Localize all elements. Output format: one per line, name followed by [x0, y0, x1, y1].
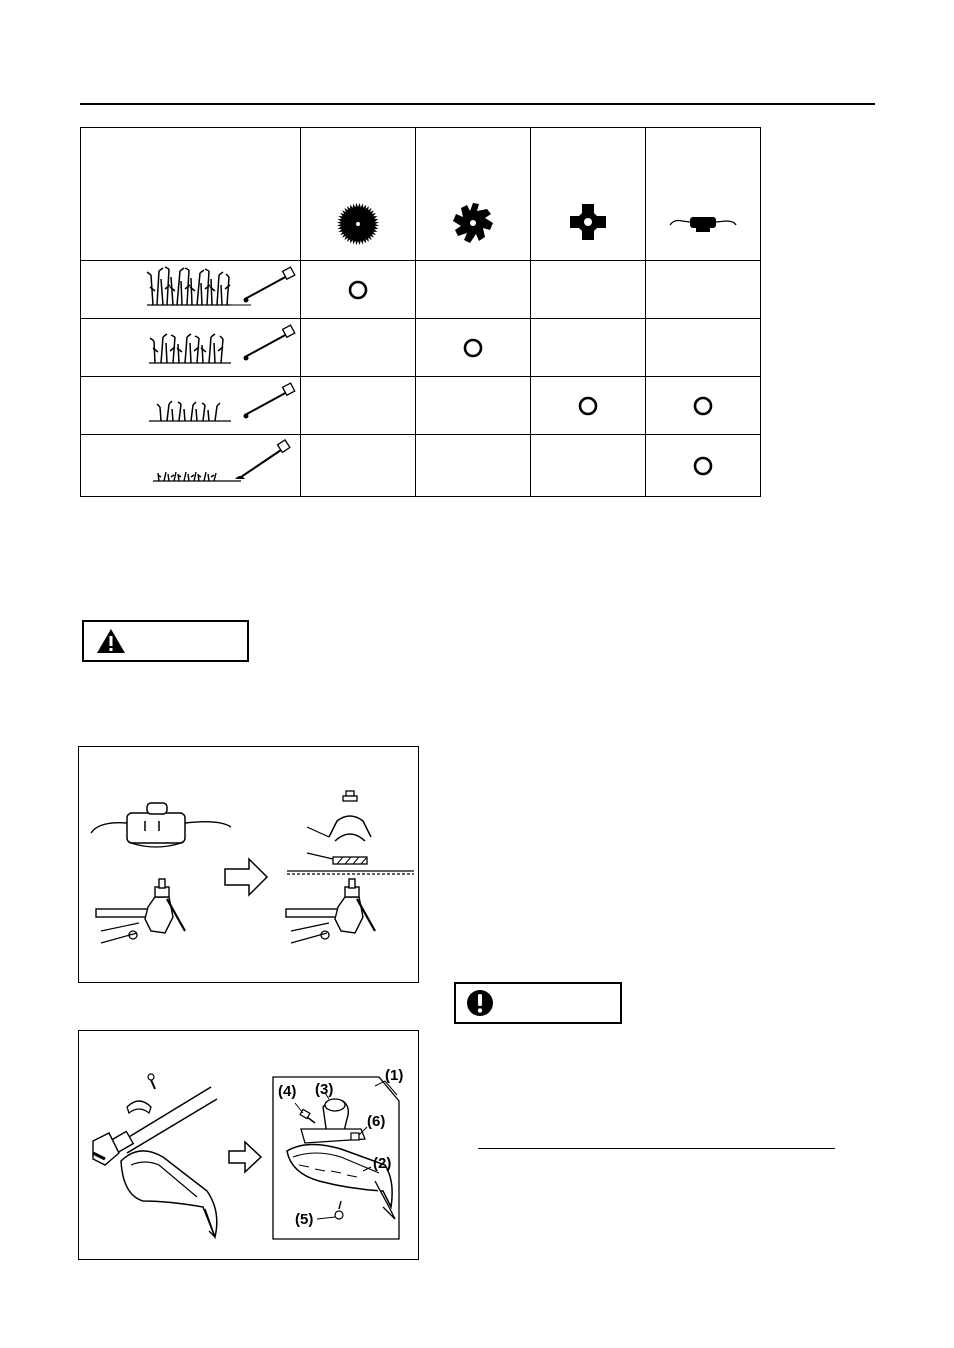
callout-4: (4): [278, 1083, 297, 1100]
notice-box: [454, 982, 622, 1024]
saw-blade-icon: [335, 201, 381, 247]
low-vegetation-icon: [81, 377, 300, 429]
grass-lawn-icon: [81, 435, 300, 491]
cell-saw-blade-grass: [301, 435, 416, 497]
figure-blade-installation: [78, 746, 419, 983]
row-icon-cell: [81, 435, 301, 497]
blade-installation-illustration: [79, 747, 418, 982]
guard-installation-illustration: [79, 1031, 418, 1259]
suitable-mark-icon: [347, 279, 369, 301]
cell-brush-blade-low: [416, 377, 531, 435]
section-divider: [478, 1148, 835, 1149]
cell-brush-blade-medium: [416, 319, 531, 377]
cell-four-tooth-tall: [531, 261, 646, 319]
warning-box: [82, 620, 249, 662]
warning-triangle-icon: [96, 628, 126, 654]
header-rule: [80, 103, 875, 105]
table-row: [81, 319, 761, 377]
row-icon-cell: [81, 377, 301, 435]
cell-four-tooth-grass: [531, 435, 646, 497]
row-icon-cell: [81, 261, 301, 319]
table-row: [81, 377, 761, 435]
suitable-mark-icon: [692, 455, 714, 477]
cell-nylon-grass: [646, 435, 761, 497]
figure-guard-installation: [78, 1030, 419, 1260]
callout-1: (1): [385, 1067, 404, 1084]
cell-brush-blade-tall: [416, 261, 531, 319]
cell-saw-blade-tall: [301, 261, 416, 319]
table-corner-cell: [81, 128, 301, 261]
column-header-nylon-cutter: [646, 128, 761, 261]
callout-6: (6): [367, 1113, 386, 1130]
cell-four-tooth-medium: [531, 319, 646, 377]
suitable-mark-icon: [692, 395, 714, 417]
column-header-saw-blade: [301, 128, 416, 261]
cell-brush-blade-grass: [416, 435, 531, 497]
medium-vegetation-icon: [81, 319, 300, 371]
suitable-mark-icon: [462, 337, 484, 359]
nylon-cutter-head-icon: [668, 211, 738, 241]
cell-saw-blade-medium: [301, 319, 416, 377]
suitable-mark-icon: [577, 395, 599, 417]
four-tooth-blade-icon: [566, 200, 610, 244]
brush-blade-icon: [451, 201, 495, 245]
table-row: [81, 435, 761, 497]
column-header-brush-blade: [416, 128, 531, 261]
callout-3: (3): [315, 1081, 334, 1098]
callout-5: (5): [295, 1211, 314, 1228]
cell-four-tooth-low: [531, 377, 646, 435]
table-row: [81, 261, 761, 319]
exclamation-circle-icon: [466, 989, 494, 1017]
column-header-four-tooth-blade: [531, 128, 646, 261]
blade-selection-table: [80, 127, 761, 497]
callout-2: (2): [373, 1155, 392, 1172]
cell-nylon-medium: [646, 319, 761, 377]
row-icon-cell: [81, 319, 301, 377]
cell-nylon-low: [646, 377, 761, 435]
tall-dense-vegetation-icon: [81, 261, 300, 313]
cell-nylon-tall: [646, 261, 761, 319]
cell-saw-blade-low: [301, 377, 416, 435]
